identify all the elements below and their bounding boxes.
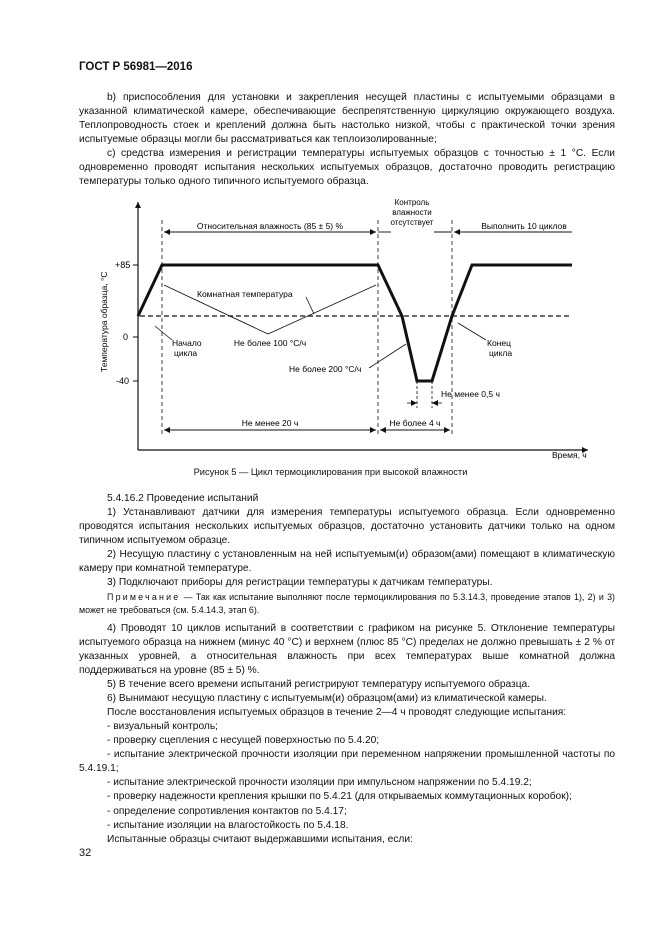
document-header: ГОСТ Р 56981—2016 [79,61,193,73]
note-label: Примечание [107,592,181,602]
test-list [79,720,615,833]
cycle-start-label-2: цикла [174,348,198,358]
thermal-cycle-chart [0,190,661,460]
rate-down-leader [369,344,406,368]
x-axis-label: Время, ч [552,450,587,460]
cycle-end-label-2: цикла [489,348,513,358]
page-number: 32 [79,847,92,859]
list-item: - испытание электрической прочности изоляции при импульсном напряжении по 5.4.19.2; [107,777,532,789]
max-time-label: Не более 4 ч [389,418,441,428]
step-3: 3) Подключают приборы для регистрации температуры к датчикам температуры. [107,577,493,588]
rate-down-label: Не более 200 °C/ч [289,364,362,374]
min-time-label: Не менее 20 ч [241,418,299,428]
note [79,591,615,616]
note-text: — Так как испытание выполняют после термоциклирования по 5.3.14.3, проведение этапов 1), 2) и 3) может не требоваться (см. 5.4.14.3, этап 6). [79,592,615,615]
list-item: - испытание электрической прочности изоляции при переменном напряжении промышленной частоты по 5.4.19.1; [79,749,615,775]
final-paragraph: Испытанные образцы считают выдержавшими испытания, если: [107,834,413,845]
cycle-end-label-1: Конец [487,338,511,348]
cycle-start-label-1: Начало [172,338,202,348]
paragraph-item-c: c) средства измерения и регистрации температуры испытуемых образцов с точностью ± 1 °C. Если одновременно проводят испытания нескольких испытуемых образцов, достаточно проводить регистрацию температуры только одного типичного испытуемого образца. [79,148,615,188]
y-tick-85: +85 [115,260,131,270]
step-5: 5) В течение всего времени испытаний регистрируют температуру испытуемого образца. [107,679,531,690]
rate-up-label: Не более 100 °C/ч [233,338,307,348]
control-label-2: влажности [392,208,432,217]
list-item: - проверку сцепления с несущей поверхностью по 5.4.20; [107,735,380,747]
cycle-start-leader [155,326,172,340]
figure-caption: Рисунок 5 — Цикл термоциклирования при высокой влажности [193,467,468,477]
humidity-label: Относительная влажность (85 ± 5) % [196,221,344,231]
room-temperature-label: Комнатная температура [197,289,293,299]
y-tick-minus40: -40 [116,376,130,386]
y-axis-label: Температура образца, °C [99,271,109,372]
control-label-1: Контроль [394,198,430,207]
section-heading: 5.4.16.2 Проведение испытаний [107,493,259,504]
control-label-3: отсутствует [390,218,434,227]
cycles-label: Выполнить 10 циклов [481,221,567,231]
list-item: - визуальный контроль; [107,721,218,732]
step-6: 6) Вынимают несущую пластину с испытуемым(и) образцом(ами) из климатической камеры. [107,693,547,704]
room-temperature-leader [306,297,314,314]
dwell-label: Не менее 0,5 ч [441,389,500,399]
after-recovery: После восстановления испытуемых образцов в течение 2—4 ч проводят следующие испытания: [107,707,567,718]
step-2: 2) Несущую пластину с установленным на ней испытуемым(и) образом(ами) помещают в климатическую камеру при комнатной температуре. [79,549,615,575]
y-tick-0: 0 [123,332,129,342]
list-item: - испытание изоляции на влагостойкость по 5.4.18. [107,819,349,831]
step-4: 4) Проводят 10 циклов испытаний в соответствии с графиком на рисунке 5. Отклонение температуры испытуемого образца на нижнем (минус 40 °C) и верхнем (плюс 85 °C) пределах не должно превышать ± 2 % от указанных уровней, а относительная влажность при всех температурах выше комнатной должна поддерживаться на уровне (85 ± 5) %. [79,623,615,677]
list-item: - проверку надежности крепления крышки по 5.4.21 (для открываемых коммутационных коробок); [107,791,572,803]
paragraph-item-b: b) приспособления для установки и закрепления несущей пластины с испытуемыми образцами в указанной климатической камере, обеспечивающие беспрепятственную циркуляцию окружающего воздуха. Теплопроводность стоек и креплений должна быть настолько низкой, чтобы с практической точки зрения испытуемые образцы могли бы рассматриваться как теплоизолированные; [79,92,615,146]
cycle-end-leader [458,323,486,340]
step-1: 1) Устанавливают датчики для измерения температуры испытуемого образца. Если одновременно проводятся испытания нескольких испытуемых образцов, достаточно установить датчики только на одном типичном испытуемом образце. [79,507,615,547]
list-item: - определение сопротивления контактов по 5.4.17; [107,805,347,817]
